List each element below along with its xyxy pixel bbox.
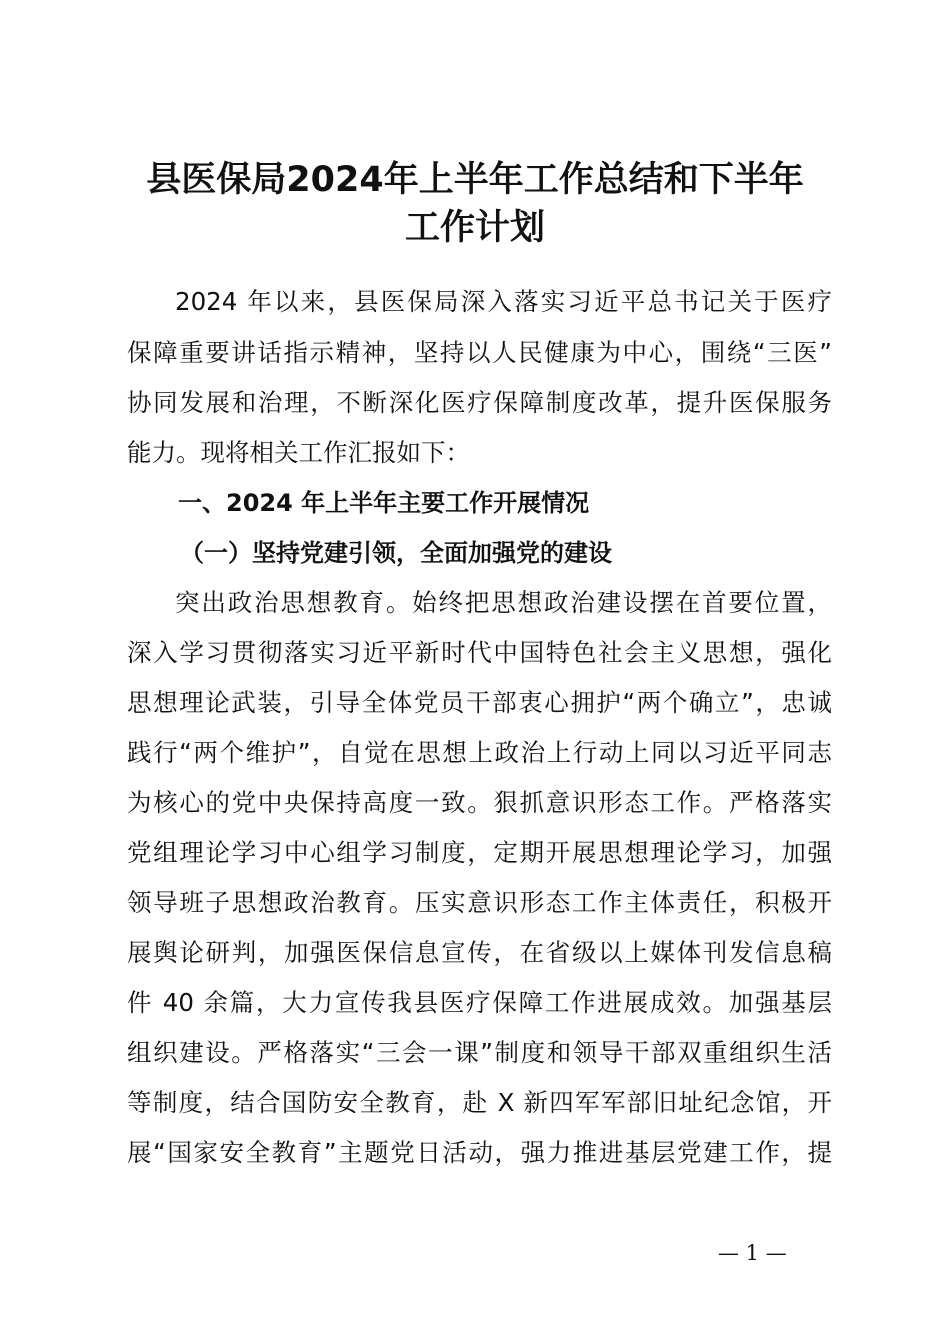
body-paragraph-line: 党组理论学习中心组学习制度，定期开展思想理论学习，加强	[127, 838, 832, 867]
body-paragraph-line: 展“国家安全教育”主题党日活动，强力推进基层党建工作，提	[127, 1138, 832, 1167]
body-paragraph-line: 思想理论武装，引导全体党员干部衷心拥护“两个确立”，忠诚	[127, 688, 832, 717]
body-paragraph-line: 件 40 余篇，大力宣传我县医疗保障工作进展成效。加强基层	[127, 988, 832, 1017]
document-title-line-1: 县医保局2024年上半年工作总结和下半年	[146, 160, 804, 200]
intro-paragraph-line: 能力。现将相关工作汇报如下：	[127, 438, 470, 467]
intro-paragraph-line: 保障重要讲话指示精神，坚持以人民健康为中心，围绕“三医”	[127, 338, 832, 367]
subsection-heading: （一）坚持党建引领，全面加强党的建设	[180, 539, 612, 567]
body-paragraph-line: 深入学习贯彻落实习近平新时代中国特色社会主义思想，强化	[127, 638, 832, 667]
body-paragraph-line: 组织建设。严格落实“三会一课”制度和领导干部双重组织生活	[127, 1038, 832, 1067]
page-number: — 1 —	[718, 1241, 787, 1265]
intro-paragraph-line: 协同发展和治理，不断深化医疗保障制度改革，提升医保服务	[127, 388, 832, 417]
body-paragraph-line: 展舆论研判，加强医保信息宣传，在省级以上媒体刊发信息稿	[127, 938, 832, 967]
body-paragraph-line: 突出政治思想教育。始终把思想政治建设摆在首要位置，	[175, 588, 832, 617]
document-title-line-2: 工作计划	[404, 208, 545, 248]
body-paragraph-line: 践行“两个维护”，自觉在思想上政治上行动上同以习近平同志	[127, 738, 832, 767]
body-paragraph-line: 为核心的党中央保持高度一致。狠抓意识形态工作。严格落实	[127, 788, 832, 817]
body-paragraph-line: 等制度，结合国防安全教育，赴 X 新四军军部旧址纪念馆，开	[127, 1088, 832, 1117]
section-heading: 一、2024 年上半年主要工作开展情况	[178, 489, 590, 517]
body-paragraph-line: 领导班子思想政治教育。压实意识形态工作主体责任，积极开	[127, 888, 832, 917]
intro-paragraph-line: 2024 年以来，县医保局深入落实习近平总书记关于医疗	[175, 287, 832, 316]
